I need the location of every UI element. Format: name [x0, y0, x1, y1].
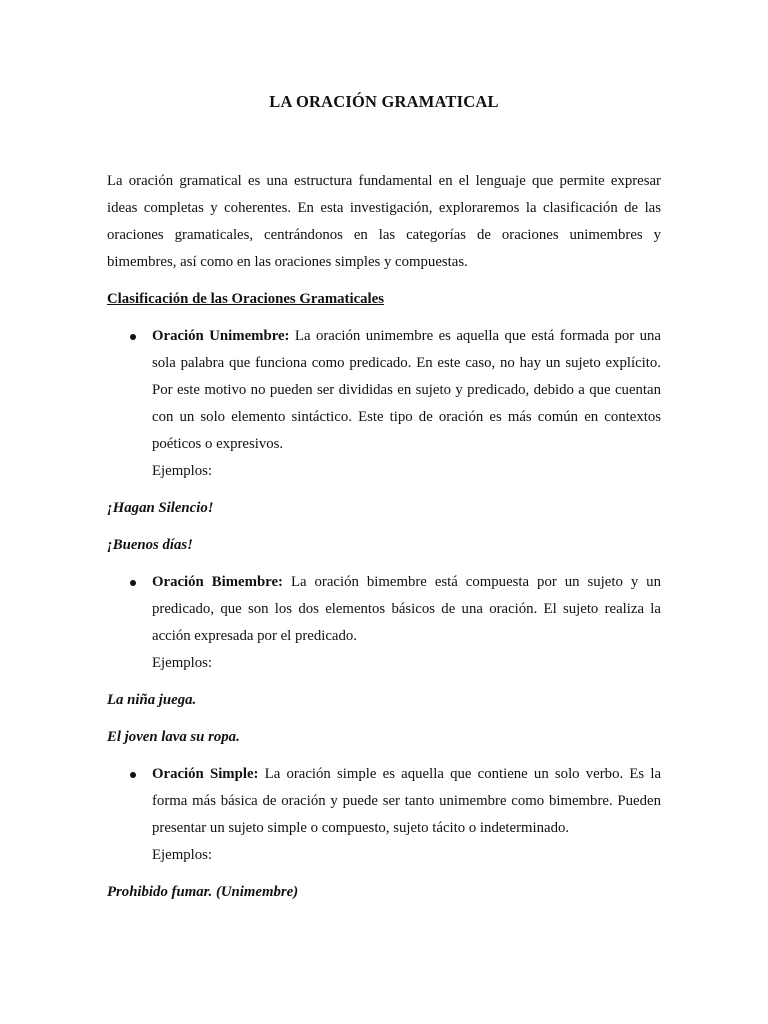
term-label: Oración Bimembre: [152, 574, 283, 590]
bullet-text [152, 761, 661, 842]
bullet-dot-icon [130, 334, 136, 340]
bullet-dot-icon [130, 580, 136, 586]
example-sentence: ¡Buenos días! [107, 537, 193, 553]
example-sentence: ¡Hagan Silencio! [107, 500, 214, 516]
section-heading: Clasificación de las Oraciones Gramaticales [107, 291, 384, 307]
definition-text: La oración simple es aquella que contiene un solo verbo. Es la forma más básica de oración y puede ser tanto unimembre como bimembre. Pueden presentar un sujeto simple o compuesto, sujeto tácito o indeterminado. [152, 766, 662, 836]
bullet-text [152, 323, 661, 458]
examples-label: Ejemplos: [152, 463, 213, 479]
example-sentence: Prohibido fumar. (Unimembre) [107, 884, 299, 900]
examples-label: Ejemplos: [152, 847, 213, 863]
bullet-dot-icon [130, 772, 136, 778]
example-sentence: El joven lava su ropa. [107, 729, 240, 745]
bullet-item-simple [107, 761, 661, 869]
bullet-item-bimembre [107, 569, 661, 677]
example-sentence: La niña juega. [107, 692, 197, 708]
bullet-item-unimembre [107, 323, 661, 485]
definition-text: La oración unimembre es aquella que está formada por una sola palabra que funciona como predicado. En este caso, no hay un sujeto explícito. Por este motivo no pueden ser divididas en sujeto y predicado, debido a que cuentan con un solo elemento sintáctico. Este tipo de oración es más común en contextos poéticos o expresivos. [152, 328, 661, 452]
term-label: Oración Simple: [152, 766, 259, 782]
intro-paragraph: La oración gramatical es una estructura fundamental en el lenguaje que permite expresar ideas completas y coherentes. En esta investigación, exploraremos la clasificación de las oraciones gramaticales, centrándonos en las categorías de oraciones unimembres y bimembres, así como en las oraciones simples y compuestas. [107, 173, 661, 270]
definition-text: La oración bimembre está compuesta por un sujeto y un predicado, que son los dos elementos básicos de una oración. El sujeto realiza la acción expresada por el predicado. [152, 574, 661, 644]
examples-label: Ejemplos: [152, 655, 213, 671]
bullet-text [152, 569, 661, 650]
document-title: LA ORACIÓN GRAMATICAL [269, 92, 499, 111]
term-label: Oración Unimembre: [152, 328, 290, 344]
